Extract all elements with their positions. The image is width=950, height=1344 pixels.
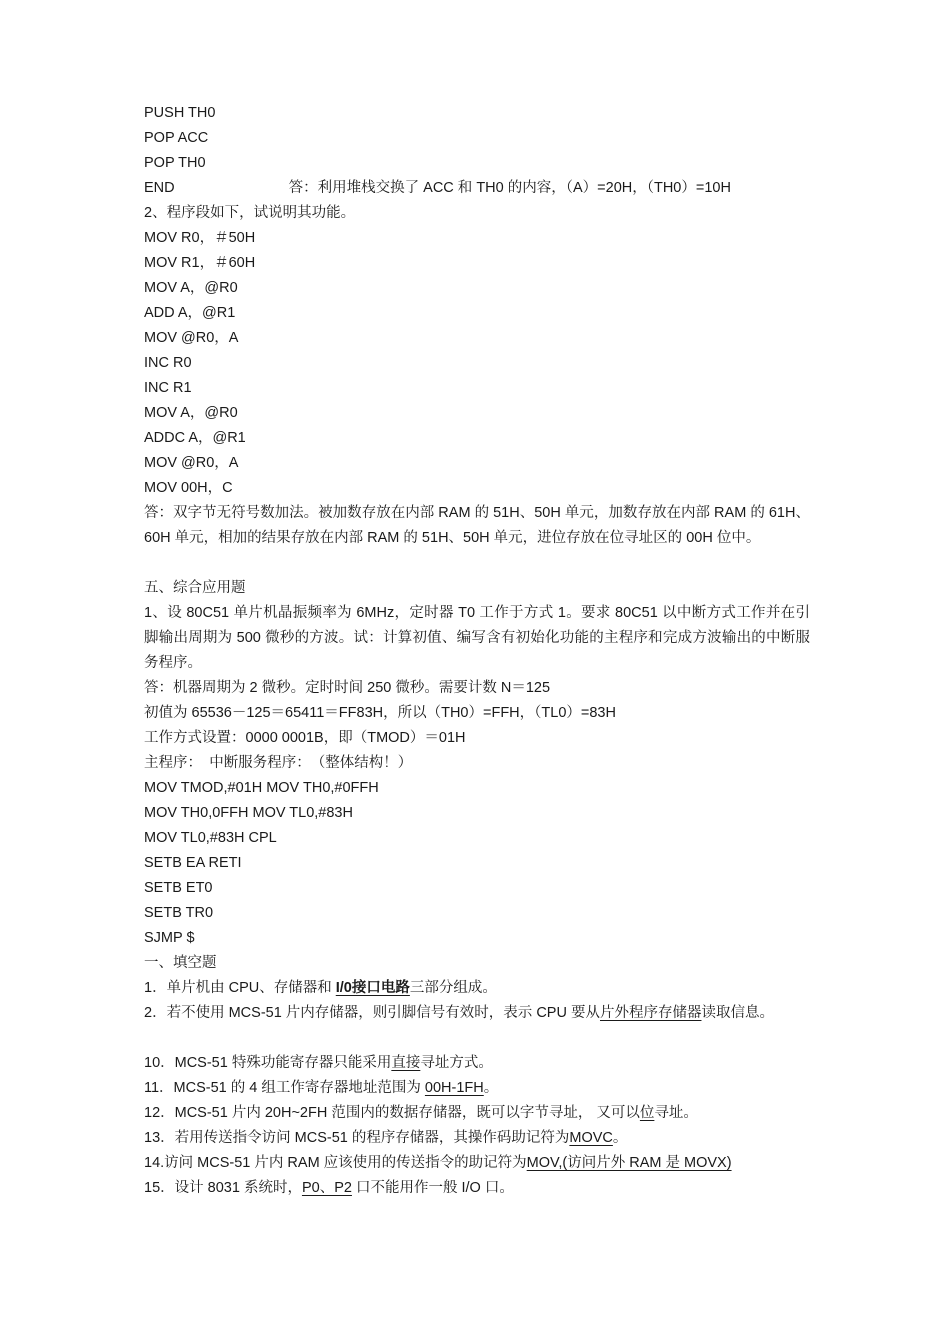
question-text: 14.访问 MCS-51 片内 RAM 应该使用的传送指令的助记符为 <box>144 1155 527 1171</box>
question-text: 三部分组成。 <box>409 980 497 996</box>
answer-underlined: 位 <box>639 1105 655 1121</box>
answer-underlined: 片外程序存储器 <box>599 1005 702 1021</box>
code-line: INC R0 <box>144 355 192 371</box>
question-text: 寻址方式。 <box>420 1055 493 1071</box>
section-heading: 五、综合应用题 <box>144 580 246 596</box>
code-line: SETB EA RETI <box>144 855 242 871</box>
question-text: 读取信息。 <box>701 1005 774 1021</box>
code-line: MOV TL0,#83H CPL <box>144 830 277 846</box>
question-text: 1．单片机由 CPU、存储器和 <box>144 980 336 996</box>
answer-text: 答：利用堆栈交换了 ACC 和 TH0 的内容，（A）=20H，（TH0）=10H <box>288 180 731 196</box>
fill-question-15 <box>144 1176 810 1201</box>
question-paragraph: 1、设 80C51 单片机晶振频率为 6MHz，定时器 T0 工作于方式 1。要求 80C51 以中断方式工作并在引脚输出周期为 500 微秒的方波。试：计算初值、编写含有初始化功能的主程序和完成方波输出的中断服务程序。 <box>144 605 810 671</box>
code-line: ADD A，@R1 <box>144 305 236 321</box>
answer-underlined: 00H-1FH <box>424 1080 484 1096</box>
code-line: MOV @R0，A <box>144 455 239 471</box>
code-line: SETB ET0 <box>144 880 213 896</box>
code-line: SETB TR0 <box>144 905 214 921</box>
answer-text: 主程序： 中断服务程序： （整体结构！） <box>144 755 413 771</box>
fill-question-13 <box>144 1126 810 1151</box>
code-line: POP ACC <box>144 130 209 146</box>
answer-text: 答：机器周期为 2 微秒。定时时间 250 微秒。需要计数 N＝125 <box>144 680 551 696</box>
question-text: 13．若用传送指令访问 MCS-51 的程序存储器，其操作码助记符为 <box>144 1130 570 1146</box>
question-text: 寻址。 <box>654 1105 698 1121</box>
code-line: MOV A，@R0 <box>144 280 238 296</box>
answer-text: 初值为 65536－125＝65411＝FF83H，所以（TH0）=FFH，（TL0）=83H <box>144 705 616 721</box>
code-line: POP TH0 <box>144 155 206 171</box>
fill-question-14 <box>144 1151 810 1176</box>
question-text: 。 <box>483 1080 499 1096</box>
question-text: 口不能用作一般 I/O 口。 <box>351 1180 514 1196</box>
answer-underlined: 直接 <box>391 1055 421 1071</box>
code-line: INC R1 <box>144 380 192 396</box>
question-text: 2、程序段如下，试说明其功能。 <box>144 205 356 221</box>
code-line: MOV @R0，A <box>144 330 239 346</box>
fill-question-12 <box>144 1101 810 1126</box>
code-line: ADDC A，@R1 <box>144 430 246 446</box>
question-text: 12．MCS-51 片内 20H~2FH 范围内的数据存储器，既可以字节寻址， 又可以 <box>144 1105 640 1121</box>
question-text: 15．设计 8031 系统时， <box>144 1180 302 1196</box>
section-heading: 一、填空题 <box>144 955 217 971</box>
question-text: 11．MCS-51 的 4 组工作寄存器地址范围为 <box>144 1080 425 1096</box>
answer-underlined: I/0接口电路 <box>335 980 410 996</box>
answer-underlined: P0、P2 <box>301 1180 352 1196</box>
answer-text: 工作方式设置：0000 0001B，即（TMOD）＝01H <box>144 730 466 746</box>
code-line-with-answer <box>144 176 810 201</box>
code-line: PUSH TH0 <box>144 105 216 121</box>
answer-paragraph: 答：双字节无符号数加法。被加数存放在内部 RAM 的 51H、50H 单元，加数存放在内部 RAM 的 61H、60H 单元，相加的结果存放在内部 RAM 的 51H、50H 单元，进位存放在位寻址区的 00H 位中。 <box>144 505 810 546</box>
code-line: MOV 00H，C <box>144 480 233 496</box>
fill-question-10 <box>144 1051 810 1076</box>
code-line: MOV R0，＃50H <box>144 230 256 246</box>
answer-underlined: MOVC <box>569 1130 613 1146</box>
question-text: 。 <box>612 1130 628 1146</box>
fill-question-1 <box>144 976 810 1001</box>
answer-underlined: MOV,(访问片外 RAM 是 MOVX) <box>526 1155 732 1171</box>
code-line: SJMP $ <box>144 930 195 946</box>
code-text: END <box>144 180 175 196</box>
question-text: 2．若不使用 MCS-51 片内存储器，则引脚信号有效时，表示 CPU 要从 <box>144 1005 600 1021</box>
fill-question-2 <box>144 1001 810 1026</box>
code-line: MOV R1，＃60H <box>144 255 256 271</box>
fill-question-11 <box>144 1076 810 1101</box>
question-text: 10．MCS-51 特殊功能寄存器只能采用 <box>144 1055 392 1071</box>
code-line: MOV A，@R0 <box>144 405 238 421</box>
code-line: MOV TMOD,#01H MOV TH0,#0FFH <box>144 780 379 796</box>
code-line: MOV TH0,0FFH MOV TL0,#83H <box>144 805 353 821</box>
